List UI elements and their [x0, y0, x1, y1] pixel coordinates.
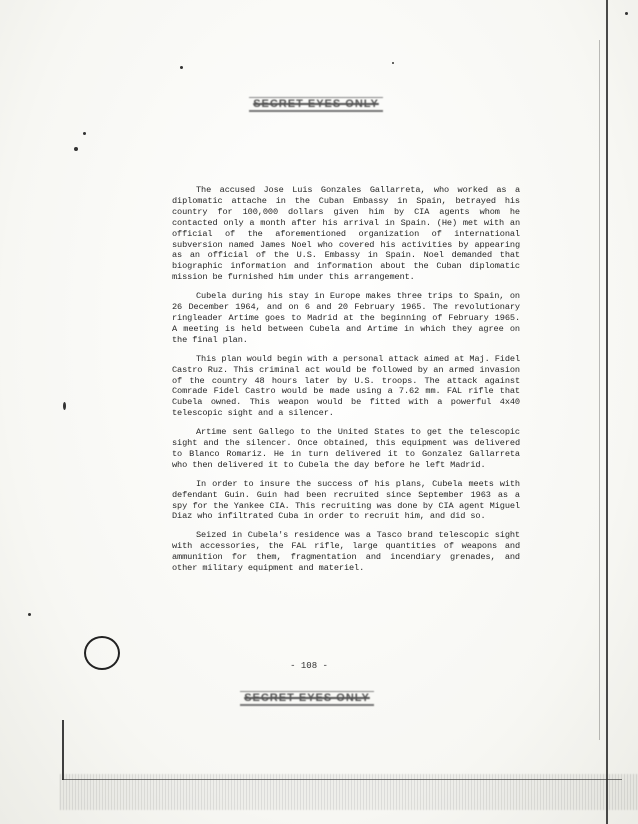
classification-marking-bottom	[0, 691, 626, 706]
classification-marking-top	[0, 97, 635, 112]
paragraph-1: The accused Jose Luis Gonzales Gallarreta, who worked as a diplomatic attache in the Cuban Embassy in Spain, betrayed his country for 100,000 dollars given him by CIA agents whom he contacted only a month after his arrival in Spain. (He) met with an official of the aforementioned organization of international subversion named James Noel who covered his activities by appearing as an official of the U.S. Embassy in Spain. Noel demanded that biographic information and information about the Cuban diplomatic mission be furnished him under this arrangement.	[172, 185, 520, 283]
speck	[28, 613, 31, 616]
speck	[625, 12, 628, 15]
speck	[74, 147, 78, 151]
speck	[392, 62, 394, 64]
speck	[180, 66, 183, 69]
speck	[83, 132, 86, 135]
left-margin-line	[62, 720, 64, 780]
paragraph-2: Cubela during his stay in Europe makes three trips to Spain, on 26 December 1964, and on 6 and 20 February 1965. The revolutionary ringleader Artime goes to Madrid at the beginning of February 1965. A meeting is held between Cubela and Artime in which they agree on the final plan.	[172, 291, 520, 345]
classification-text-top: SECRET EYES ONLY	[249, 97, 383, 112]
right-edge-line-inner	[599, 40, 600, 740]
page-number: - 108 -	[290, 661, 328, 671]
bottom-scan-noise	[60, 774, 638, 810]
paragraph-5: In order to insure the success of his plans, Cubela meets with defendant Guin. Guin had been recruited since September 1963 as a spy for the Yankee CIA. This recruiting was done by CIA agent Miguel Diaz who infiltrated Cuba in order to recruit him, and did so.	[172, 478, 520, 522]
document-body	[172, 185, 520, 582]
classification-text-bottom: SECRET EYES ONLY	[240, 691, 374, 706]
paragraph-6: Seized in Cubela's residence was a Tasco brand telescopic sight with accessories, the FAL rifle, large quantities of weapons and ammunition for them, fragmentation and incendiary grenades, and other military equipment and materiel.	[172, 530, 520, 574]
paragraph-3: This plan would begin with a personal attack aimed at Maj. Fidel Castro Ruz. This criminal act would be followed by an armed invasion of the country 48 hours later by U.S. troops. The attack against Comrade Fidel Castro would be made using a 7.62 mm. FAL rifle that Cubela owned. This weapon would be fitted with a powerful 4x40 telescopic sight and a silencer.	[172, 353, 520, 419]
speck	[63, 402, 66, 410]
paragraph-4: Artime sent Gallego to the United States to get the telescopic sight and the silencer. Once obtained, this equipment was delivered to Blanco Romariz. He in turn delivered it to Gonzalez Gallarreta who then delivered it to Cubela the day before he left Madrid.	[172, 427, 520, 470]
